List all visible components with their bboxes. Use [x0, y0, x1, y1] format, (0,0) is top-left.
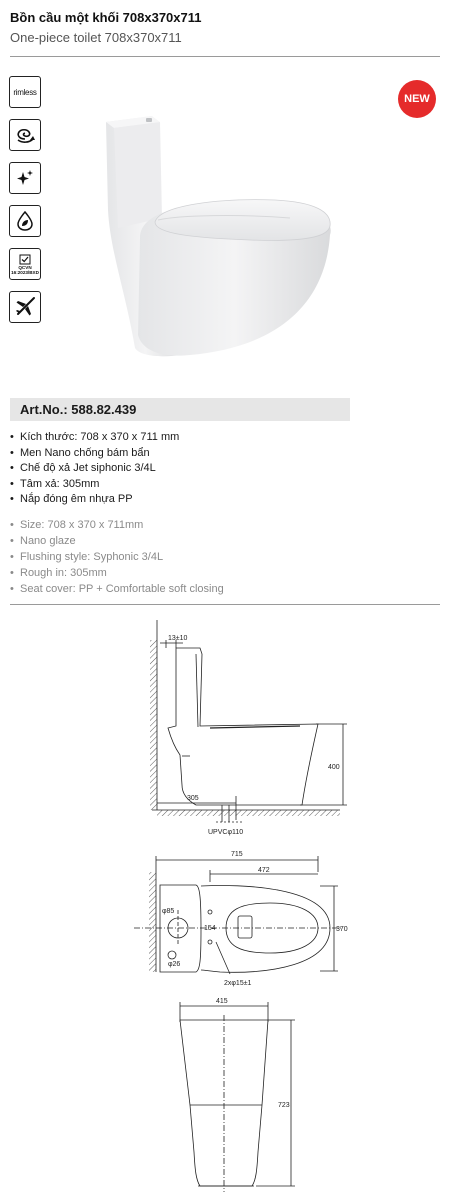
dim-wall-gap: 13±10: [168, 635, 188, 642]
rimless-label: rimless: [13, 87, 37, 97]
product-photo: [100, 110, 340, 365]
dim-bolts: 2xφ15±1: [224, 980, 252, 987]
dim-top-bowl: 472: [258, 867, 270, 874]
feature-icon-column: [9, 76, 45, 334]
article-number: Art.No.: 588.82.439: [10, 398, 350, 421]
spec-item-en: • Size: 708 x 370 x 711mm: [10, 519, 144, 531]
spec-item-vi: • Tâm xả: 305mm: [10, 477, 100, 490]
technical-drawing: [0, 610, 469, 1200]
side-view: [150, 620, 347, 822]
dim-pipe: UPVCφ110: [208, 829, 244, 836]
product-title-en: One-piece toilet 708x370x711: [10, 30, 182, 45]
spec-item-en: • Flushing style: Syphonic 3/4L: [10, 551, 164, 563]
dim-hole: φ85: [162, 908, 175, 915]
spec-item-vi: • Men Nano chống bám bẩn: [10, 446, 150, 459]
spec-item-vi: • Kích thước: 708 x 370 x 711 mm: [10, 431, 180, 443]
dim-top-length: 715: [231, 851, 243, 858]
front-view: [180, 1002, 295, 1192]
product-title-vi: Bồn cầu một khối 708x370x711: [10, 10, 202, 25]
sparkle-icon: [9, 162, 41, 194]
water-leaf-icon: [9, 205, 41, 237]
dim-front-width: 415: [216, 998, 228, 1005]
spec-item-en: • Nano glaze: [10, 535, 76, 547]
divider-bottom: [10, 604, 440, 605]
spec-item-en: • Rough in: 305mm: [10, 567, 107, 579]
dim-top-width: 370: [336, 926, 348, 933]
dim-side-height: 400: [328, 764, 340, 771]
swirl-flush-icon: [9, 119, 41, 151]
dim-front-height: 723: [278, 1102, 290, 1109]
top-view: [134, 856, 342, 974]
spec-list-vi: [10, 430, 179, 508]
qcvn-label-line1: QCVN: [18, 264, 32, 270]
rimless-icon: [9, 76, 41, 108]
dim-rough-in: 305: [187, 795, 199, 802]
spec-item-vi: • Chế độ xả Jet siphonic 3/4L: [10, 462, 156, 474]
airplane-icon: [9, 291, 41, 323]
dim-inlet: φ26: [168, 961, 181, 968]
spec-list-en: [10, 517, 224, 597]
qcvn-label-line2: 16:2023/BXD: [11, 269, 39, 275]
dim-spacing: 154: [204, 925, 216, 932]
spec-item-en: • Seat cover: PP + Comfortable soft closing: [10, 583, 224, 595]
divider-top: [10, 56, 440, 57]
qcvn-check-icon: [9, 248, 41, 280]
new-badge: NEW: [398, 80, 436, 118]
spec-item-vi: • Nắp đóng êm nhựa PP: [10, 493, 133, 505]
